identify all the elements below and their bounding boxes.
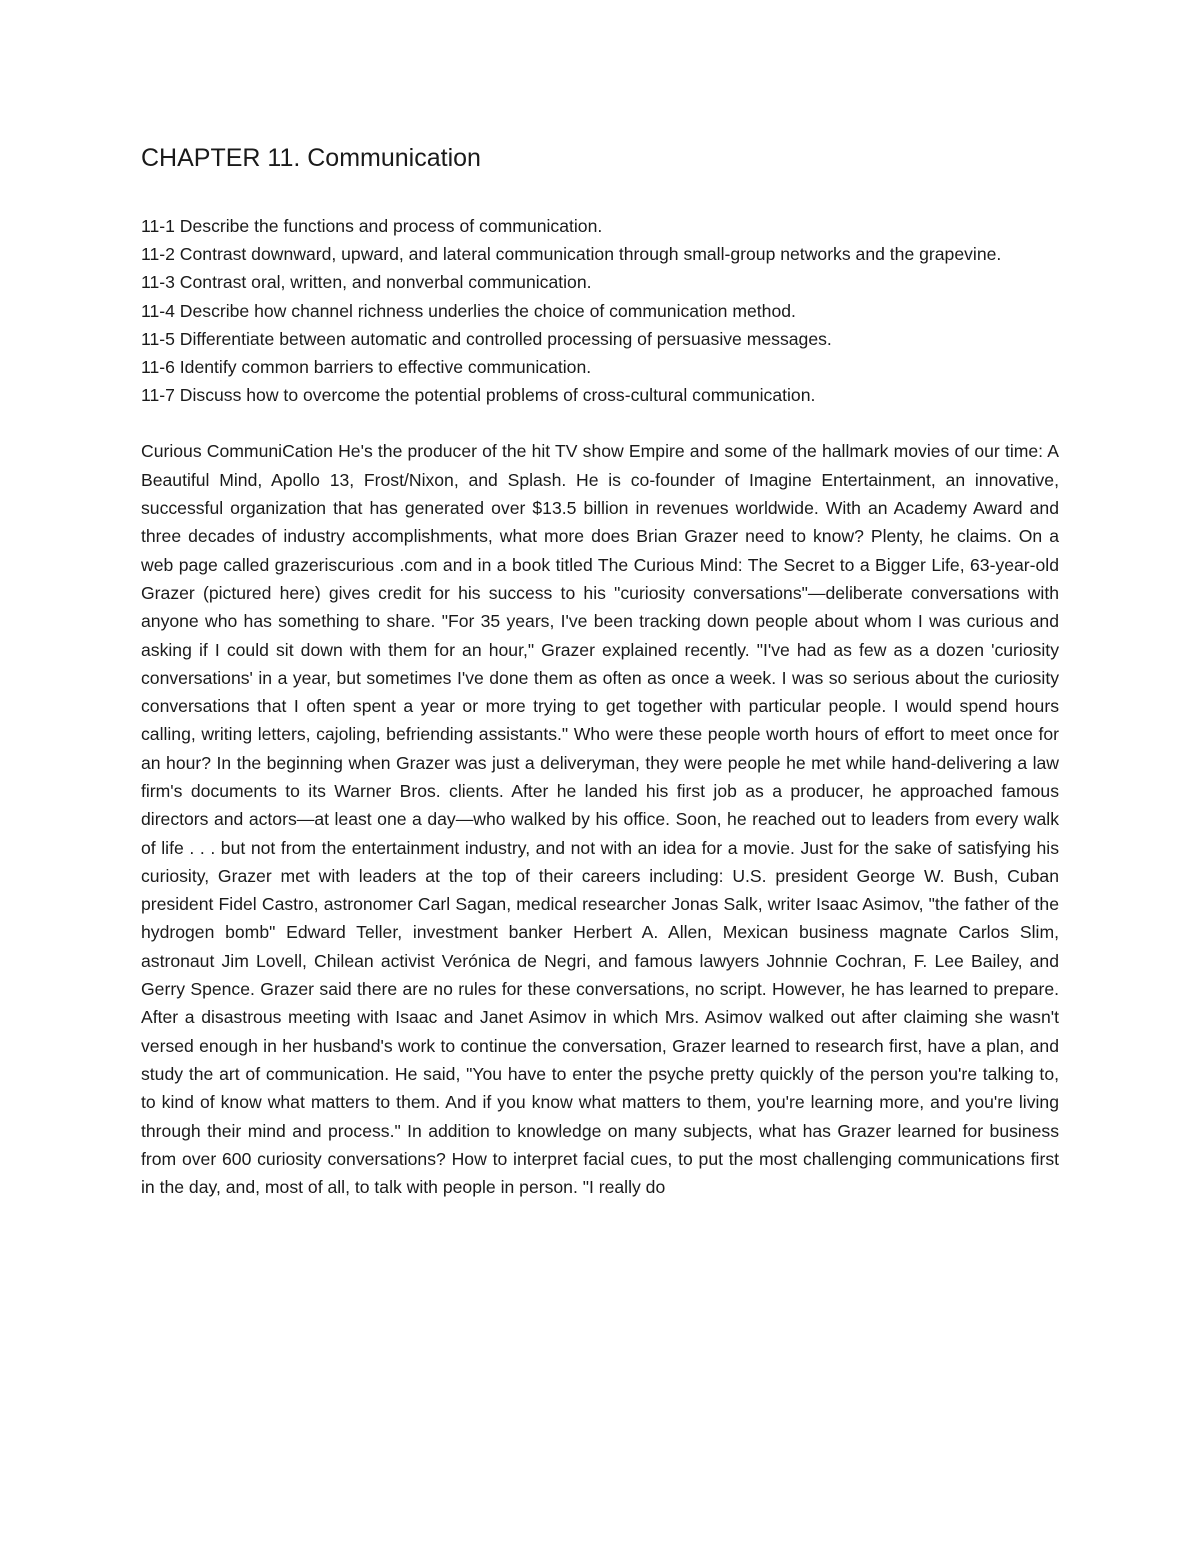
objective-item: 11-3 Contrast oral, written, and nonverbal communication. bbox=[141, 272, 592, 293]
body-paragraph: Curious CommuniCation He's the producer of the hit TV show Empire and some of the hallmark movies of our time: A Beautiful Mind, Apollo 13, Frost/Nixon, and Splash. He is co-founder of Imagine Entertainment, an innovative, successful organization that has generated over $13.5 billion in revenues worldwide. With an Academy Award and three decades of industry accomplishments, what more does Brian Grazer need to know? Plenty, he claims. On a web page called grazeriscurious .com and in a book titled The Curious Mind: The Secret to a Bigger Life, 63-year-old Grazer (pictured here) gives credit for his success to his "curiosity conversations"—deliberate conversations with anyone who has something to share. "For 35 years, I've been tracking down people about whom I was curious and asking if I could sit down with them for an hour," Grazer explained recently. "I've had as few as a dozen 'curiosity conversations' in a year, but sometimes I've done them as often as once a week. I was so serious about the curiosity conversations that I often spent a year or more trying to get together with particular people. I would spend hours calling, writing letters, cajoling, befriending assistants." Who were these people worth hours of effort to meet once for an hour? In the beginning when Grazer was just a deliveryman, they were people he met while hand-delivering a law firm's documents to its Warner Bros. clients. After he landed his first job as a producer, he approached famous directors and actors—at least one a day—who walked by his office. Soon, he reached out to leaders from every walk of life . . . but not from the entertainment industry, and not with an idea for a movie. Just for the sake of satisfying his curiosity, Grazer met with leaders at the top of their careers including: U.S. president George W. Bush, Cuban president Fidel Castro, astronomer Carl Sagan, medical researcher Jonas Salk, writer Isaac Asimov, "the father of the hydrogen bomb" Edward Teller, investment banker Herbert A. Allen, Mexican business magnate Carlos Slim, astronaut Jim Lovell, Chilean activist Verónica de Negri, and famous lawyers Johnnie Cochran, F. Lee Bailey, and Gerry Spence. Grazer said there are no rules for these conversations, no script. However, he has learned to prepare. After a disastrous meeting with Isaac and Janet Asimov in which Mrs. Asimov walked out after claiming she wasn't versed enough in her husband's work to continue the conversation, Grazer learned to research first, have a plan, and study the art of communication. He said, "You have to enter the psyche pretty quickly of the person you're talking to, to kind of know what matters to them. And if you know what matters to them, you're learning more, and you're living through their mind and process." In addition to knowledge on many subjects, what has Grazer learned for business from over 600 curiosity conversations? How to interpret facial cues, to put the most challenging communications first in the day, and, most of all, to talk with people in person. "I really do bbox=[141, 441, 1059, 1198]
learning-objectives-list bbox=[141, 212, 1059, 409]
objective-item: 11-7 Discuss how to overcome the potential problems of cross-cultural communication. bbox=[141, 385, 816, 406]
objective-item: 11-2 Contrast downward, upward, and lateral communication through small-group networks and the grapevine. bbox=[141, 244, 1002, 265]
chapter-title: CHAPTER 11. Communication bbox=[141, 144, 481, 172]
document-page bbox=[141, 136, 1059, 1201]
objective-item: 11-5 Differentiate between automatic and controlled processing of persuasive messages. bbox=[141, 328, 832, 349]
objective-item: 11-4 Describe how channel richness underlies the choice of communication method. bbox=[141, 300, 796, 321]
objective-item: 11-6 Identify common barriers to effective communication. bbox=[141, 357, 592, 378]
objective-item: 11-1 Describe the functions and process of communication. bbox=[141, 216, 603, 236]
